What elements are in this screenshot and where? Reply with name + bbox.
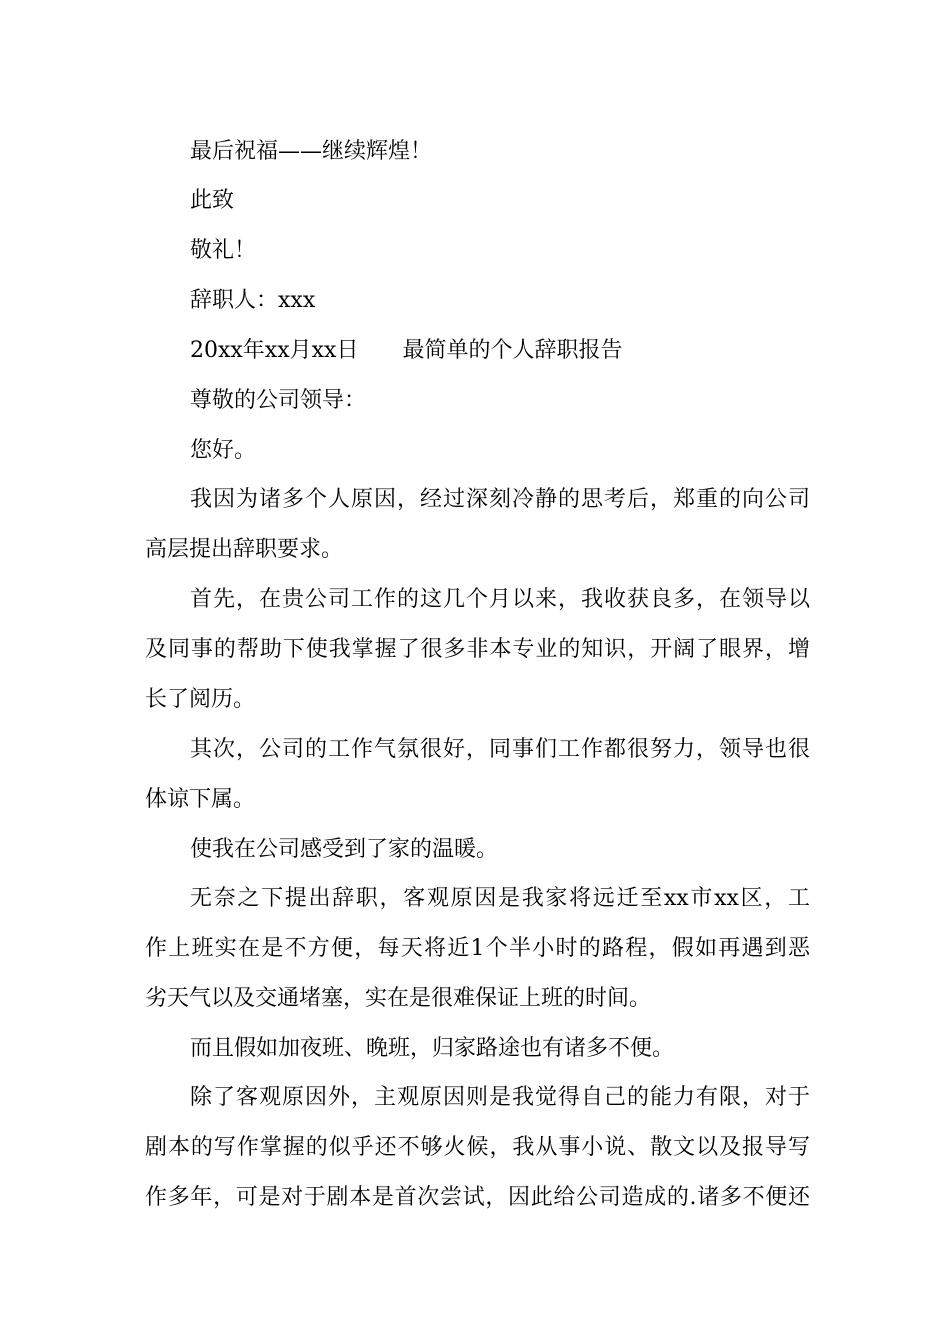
- paragraph-line: 剧本的写作掌握的似乎还不够火候，我从事小说、散文以及报导写: [145, 1135, 810, 1160]
- salutation: 尊敬的公司领导：: [190, 388, 367, 413]
- date-title-line: [190, 336, 810, 366]
- paragraph-line: 我因为诸多个人原因，经过深刻冷静的思考后，郑重的向公司: [190, 487, 810, 512]
- paragraph-line: 高层提出辞职要求。: [145, 537, 344, 562]
- paragraph-line: 劣天气以及交通堵塞，实在是很难保证上班的时间。: [145, 986, 652, 1011]
- paragraph-line: 其次，公司的工作气氛很好，同事们工作都很努力，领导也很: [190, 737, 810, 762]
- paragraph-line: 使我在公司感受到了家的温暖。: [190, 837, 499, 862]
- signer-line: 辞职人：xxx: [190, 288, 316, 313]
- paragraph-line: 无奈之下提出辞职，客观原因是我家将远迁至xx市xx区，工: [190, 886, 810, 911]
- paragraph-line: 首先，在贵公司工作的这几个月以来，我收获良多，在领导以: [190, 587, 810, 612]
- paragraph-line: 作多年，可是对于剧本是首次尝试，因此给公司造成的.诸多不便还: [145, 1185, 810, 1210]
- report-title: 最简单的个人辞职报告: [402, 338, 623, 363]
- blessing-line: 最后祝福——继续辉煌！: [190, 139, 433, 164]
- paragraph-line: 作上班实在是不方便，每天将近1个半小时的路程，假如再遇到恶: [145, 936, 810, 961]
- greeting: 您好。: [190, 438, 257, 463]
- paragraph-line: 体谅下属。: [145, 787, 256, 812]
- paragraph-line: 及同事的帮助下使我掌握了很多非本专业的知识，开阔了眼界，增: [145, 637, 810, 662]
- paragraph-line: 长了阅历。: [145, 687, 256, 712]
- closing-regards: 敬礼！: [190, 238, 257, 263]
- paragraph-line: 除了客观原因外，主观原因则是我觉得自己的能力有限，对于: [190, 1085, 810, 1110]
- paragraph-line: 而且假如加夜班、晚班，归家路途也有诸多不便。: [190, 1036, 675, 1061]
- closing-line: 此致: [190, 188, 235, 213]
- date-text: 20xx年xx月xx日: [190, 338, 359, 363]
